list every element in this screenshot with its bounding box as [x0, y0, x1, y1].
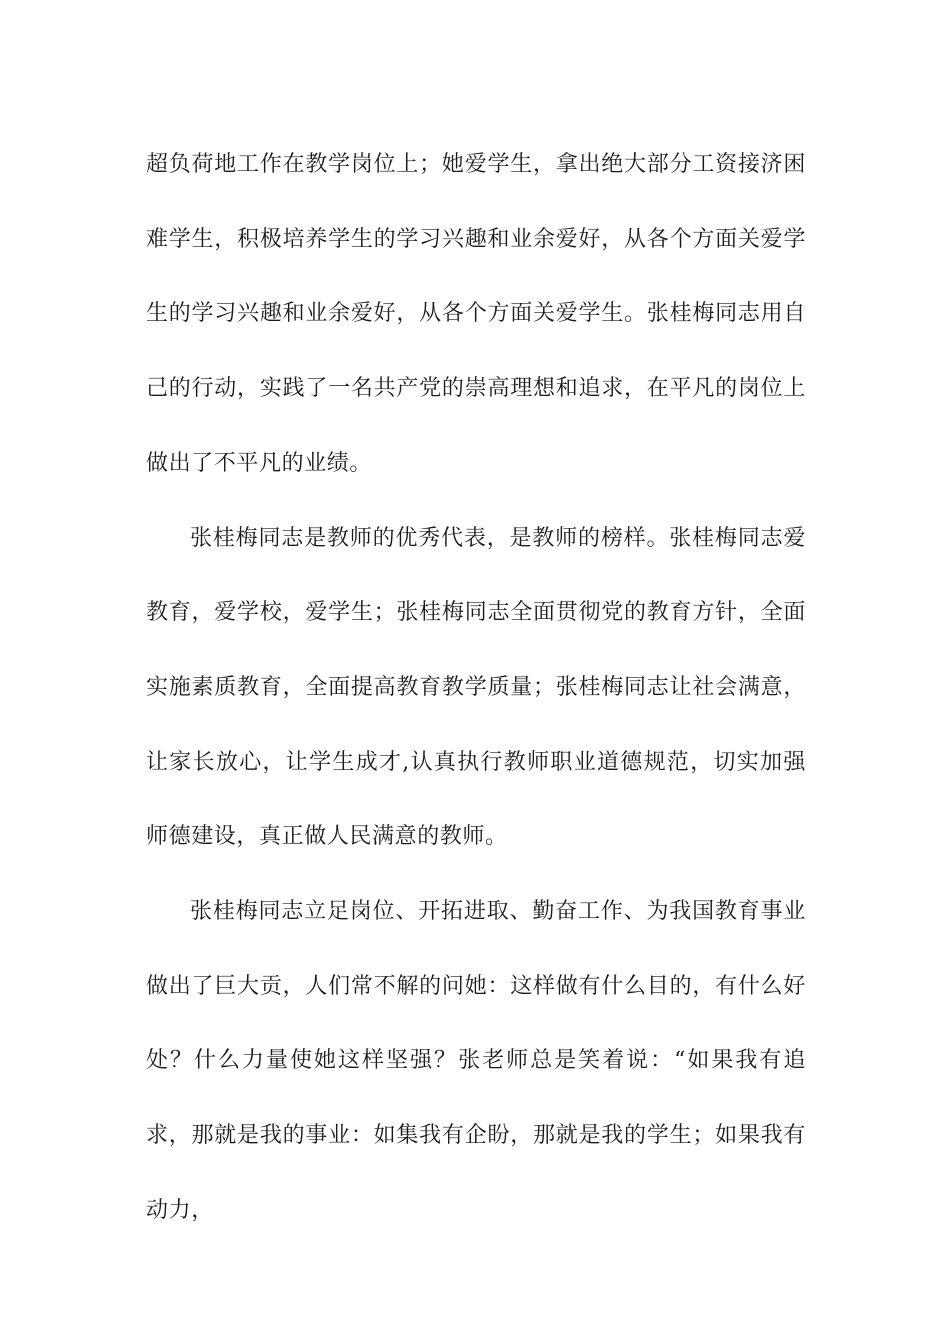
paragraph-2: 张桂梅同志是教师的优秀代表，是教师的榜样。张桂梅同志爱教育，爱学校，爱学生；张桂梅同志全面贯彻党的教育方针，全面实施素质教育，全面提高教育教学质量；张桂梅同志让社会满意，让家长放心，让学生成才,认真执行教师职业道德规范，切实加强师德建设，真正做人民满意的教师。: [146, 525, 806, 850]
paragraph-3: 张桂梅同志立足岗位、开拓进取、勤奋工作、为我国教育事业做出了巨大贡，人们常不解的问她：这样做有什么目的，有什么好处？什么力量使她这样坚强？张老师总是笑着说：“如果我有追求，那就是我的事业：如集我有企盼，那就是我的学生；如果我有动力，: [146, 899, 806, 1223]
paragraph-1: 超负荷地工作在教学岗位上；她爱学生，拿出绝大部分工资接济困难学生，积极培养学生的学习兴趣和业余爱好，从各个方面关爱学生的学习兴趣和业余爱好，从各个方面关爱学生。张桂梅同志用自己的行动，实践了一名共产党的崇高理想和追求，在平凡的岗位上做出了不平凡的业绩。: [146, 152, 806, 476]
document-body: [146, 128, 806, 1249]
